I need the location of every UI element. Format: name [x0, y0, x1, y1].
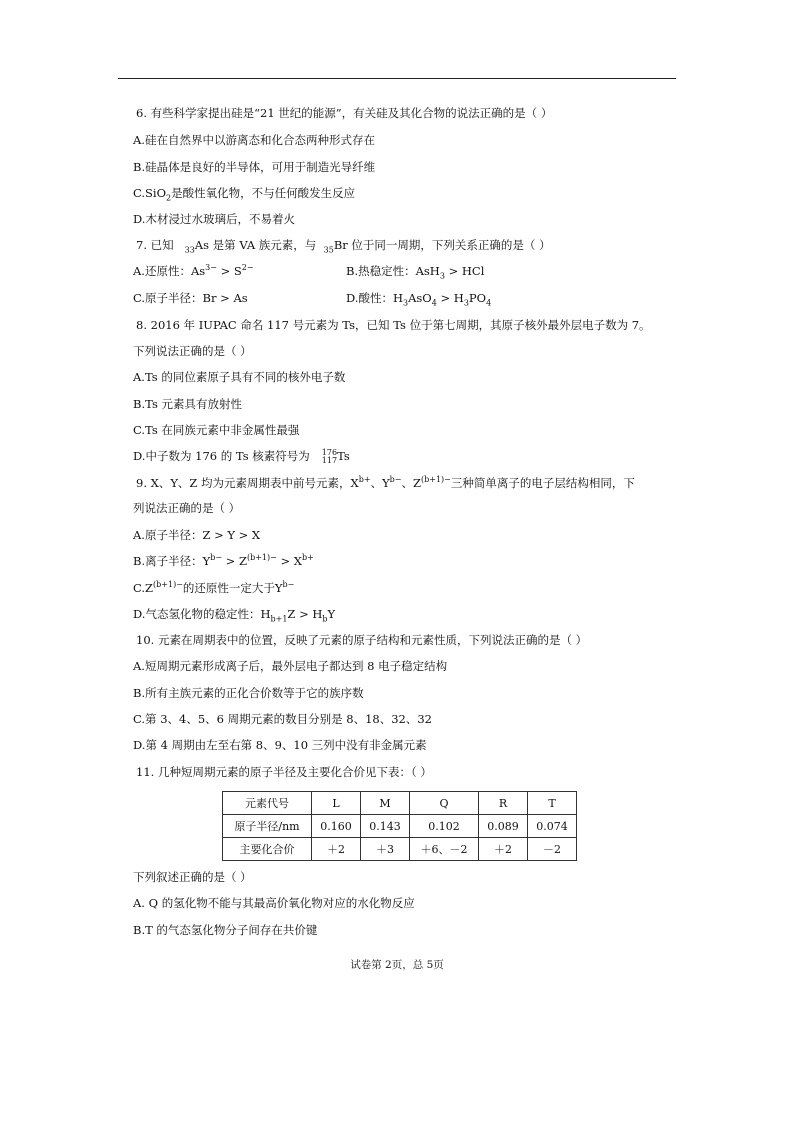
table-cell: Q — [410, 792, 479, 815]
table-cell: 0.074 — [528, 815, 577, 838]
table-cell: 0.160 — [312, 815, 361, 838]
q8-option-d: D.中子数为 176 的 Ts 核素符号为 176 117Ts — [133, 448, 350, 465]
q6-option-a: A.硅在自然界中以游离态和化合态两种形式存在 — [133, 133, 375, 147]
q9-option-a: A.原子半径：Z > Y > X — [133, 528, 261, 542]
q10-option-a: A.短周期元素形成离子后，最外层电子都达到 8 电子稳定结构 — [133, 659, 448, 673]
table-cell: L — [312, 792, 361, 815]
table-cell: 0.102 — [410, 815, 479, 838]
q8-option-a: A.Ts 的同位素原子具有不同的核外电子数 — [133, 370, 346, 384]
header-rule — [118, 78, 676, 79]
q6-stem: 6. 有些科学家提出硅是“21 世纪的能源”，有关硅及其化合物的说法正确的是（ ） — [136, 106, 553, 120]
q7-option-a: A.还原性：$As^{3-} > S^{2-}$ — [133, 263, 254, 278]
q10-option-c: C.第 3、4、5、6 周期元素的数目分别是 8、18、32、32 — [133, 712, 432, 726]
q9-option-b: B.离子半径：$Y^{b-} > Z^{(b+1)-} > X^{b+}$ — [133, 553, 314, 568]
q7-stem: 7. 已知 $_{33}$As 是第 VA 族元素，与 $_{35}$Br 位于同一周期，下列关系正确的是（ ） — [136, 238, 551, 255]
q8-option-b: B.Ts 元素具有放射性 — [133, 397, 242, 411]
nuclide-numbers: 176 117 — [321, 448, 338, 465]
table-cell: M — [361, 792, 410, 815]
table-row — [223, 815, 577, 838]
q8-stem: 8. 2016 年 IUPAC 命名 117 号元素为 Ts，已知 Ts 位于第七周期，其原子核外最外层电子数为 7。 — [136, 318, 651, 332]
q10-option-d: D.第 4 周期由左至右第 8、9、10 三列中没有非金属元素 — [133, 738, 427, 752]
q11-prompt: 下列叙述正确的是（ ） — [133, 870, 252, 884]
table-cell: 0.143 — [361, 815, 410, 838]
q6-option-c: C.SiO$_2$是酸性氧化物，不与任何酸发生反应 — [133, 186, 356, 203]
table-cell: R — [479, 792, 528, 815]
q9-option-c: $C.Z^{(b+1)-}$的还原性一定大于$Y^{b-}$ — [133, 580, 295, 595]
table-cell: ＋6、－2 — [410, 838, 479, 861]
table-header-row — [223, 792, 577, 815]
q9-option-d: D.气态氢化物的稳定性：$H_{b+1}Z > H_bY$ — [133, 607, 336, 624]
table-cell: 主要化合价 — [223, 838, 312, 861]
table-cell: 0.089 — [479, 815, 528, 838]
q11-option-b: B.T 的气态氢化物分子间存在共价键 — [133, 923, 318, 937]
q6-option-d: D.木材浸过水玻璃后，不易着火 — [133, 212, 295, 226]
q10-option-b: B.所有主族元素的正化合价数等于它的族序数 — [133, 686, 364, 700]
q8-stem-cont: 下列说法正确的是（ ） — [133, 344, 252, 358]
page-footer: 试卷第 2页，总 5页 — [350, 959, 444, 971]
table-cell: －2 — [528, 838, 577, 861]
q7-option-d: D.酸性：$H_3AsO_4 > H_3PO_4$ — [346, 291, 492, 308]
q11-option-a: A. Q 的氢化物不能与其最高价氧化物对应的水化物反应 — [133, 896, 415, 910]
q7-option-b: B.热稳定性：AsH$_3$ > HCl — [346, 264, 485, 281]
q8-option-c: C.Ts 在同族元素中非金属性最强 — [133, 423, 300, 437]
q6-option-b: B.硅晶体是良好的半导体，可用于制造光导纤维 — [133, 160, 376, 174]
table-cell: T — [528, 792, 577, 815]
table-cell: 元素代号 — [223, 792, 312, 815]
q11-stem: 11. 几种短周期元素的原子半径及主要化合价见下表：（ ） — [136, 765, 432, 779]
table-cell: 原子半径/nm — [223, 815, 312, 838]
q9-stem-cont: 列说法正确的是（ ） — [133, 501, 241, 515]
table-cell: ＋2 — [312, 838, 361, 861]
element-table — [222, 791, 577, 861]
q7-option-c: C.原子半径：Br > As — [133, 291, 248, 305]
q9-stem: 9. X、Y、Z 均为元素周期表中前号元素，$X^{b+}$、$Y^{b-}$、$Z^{(b+1)-}$三种简单离子的电子层结构相同，下 — [136, 475, 635, 490]
table-cell: ＋3 — [361, 838, 410, 861]
table-row — [223, 838, 577, 861]
table-cell: ＋2 — [479, 838, 528, 861]
q10-stem: 10. 元素在周期表中的位置，反映了元素的原子结构和元素性质，下列说法正确的是（ ） — [136, 633, 588, 647]
